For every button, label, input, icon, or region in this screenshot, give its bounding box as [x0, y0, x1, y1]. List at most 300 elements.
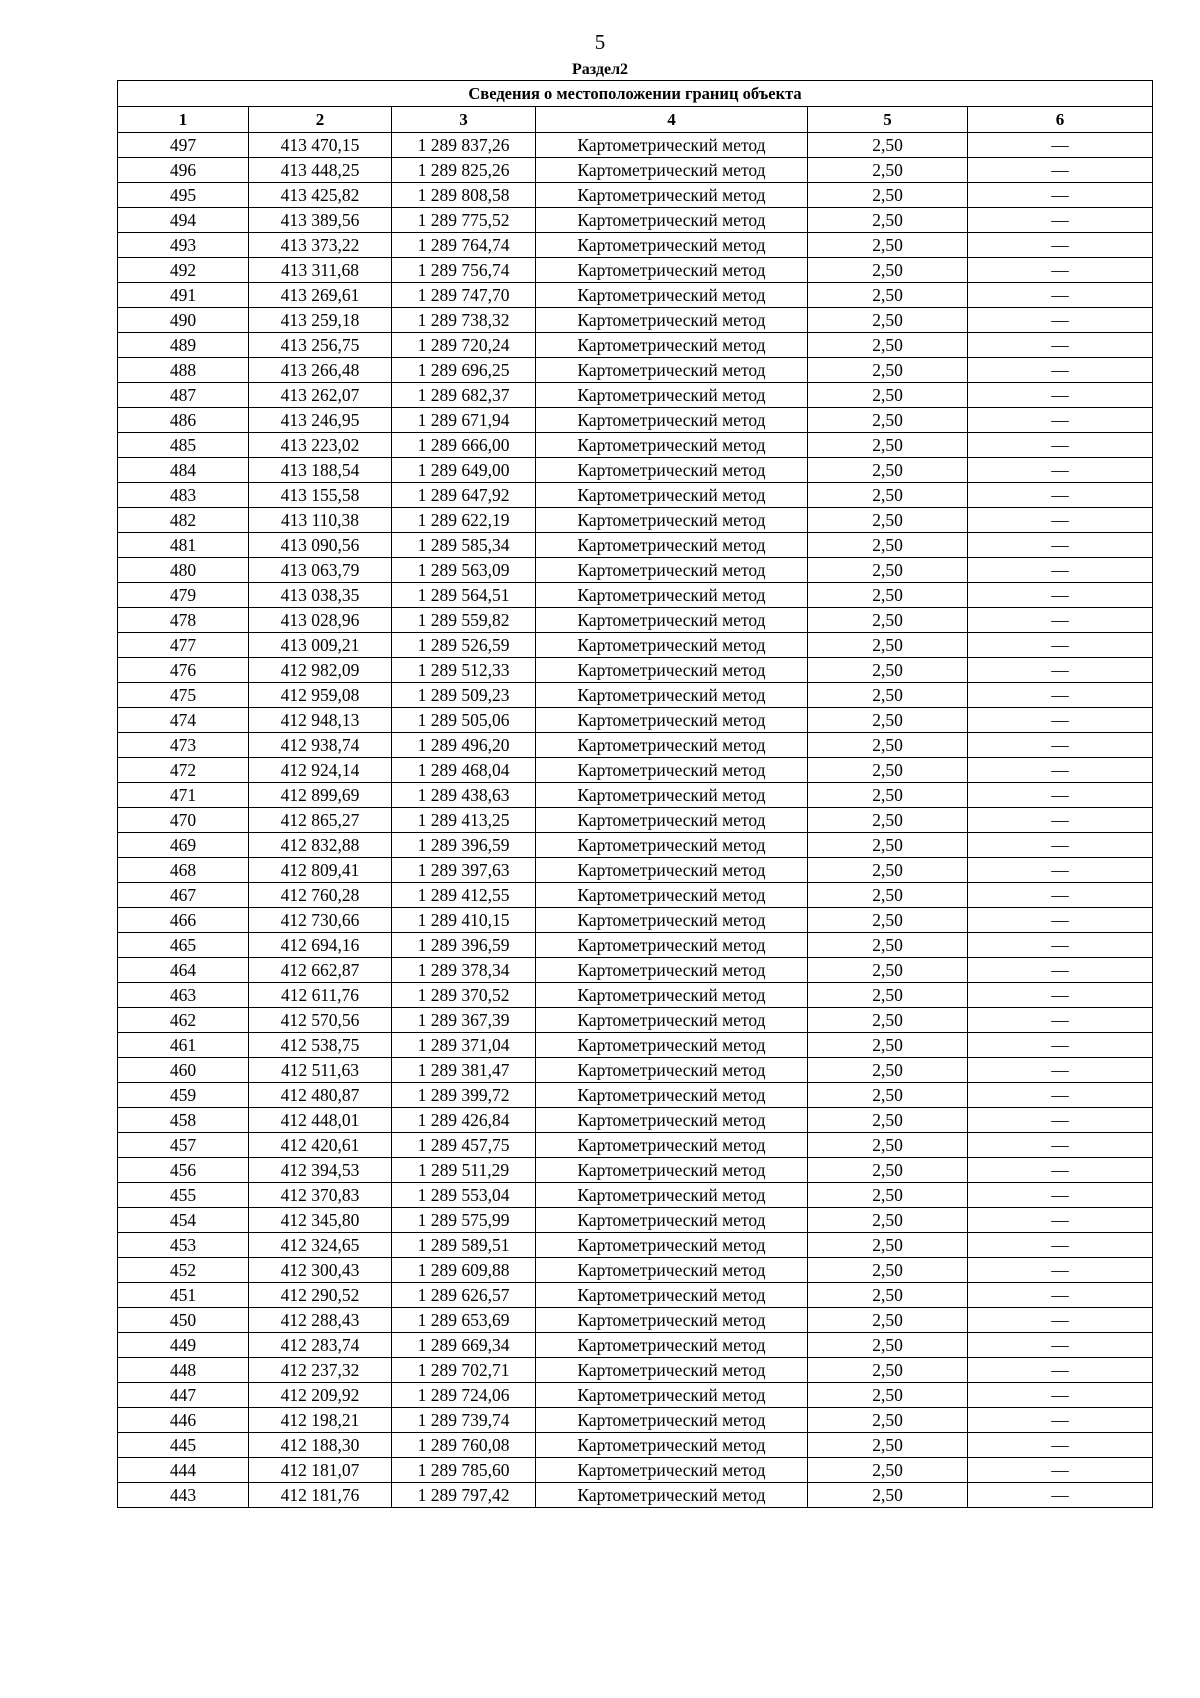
x-coordinate-cell: 413 038,35 [249, 583, 392, 608]
y-coordinate-cell: 1 289 682,37 [392, 383, 536, 408]
accuracy-cell: 2,50 [808, 308, 968, 333]
method-cell: Картометрический метод [536, 508, 808, 533]
description-cell: — [968, 333, 1153, 358]
table-row [118, 308, 1153, 333]
point-number-cell: 444 [118, 1458, 249, 1483]
y-coordinate-cell: 1 289 367,39 [392, 1008, 536, 1033]
table-row [118, 658, 1153, 683]
table-row [118, 983, 1153, 1008]
point-number-cell: 454 [118, 1208, 249, 1233]
x-coordinate-cell: 412 480,87 [249, 1083, 392, 1108]
method-cell: Картометрический метод [536, 633, 808, 658]
method-cell: Картометрический метод [536, 233, 808, 258]
point-number-cell: 449 [118, 1333, 249, 1358]
point-number-cell: 465 [118, 933, 249, 958]
coordinates-table [117, 80, 1153, 1508]
accuracy-cell: 2,50 [808, 1483, 968, 1508]
table-row [118, 283, 1153, 308]
x-coordinate-cell: 412 809,41 [249, 858, 392, 883]
x-coordinate-cell: 412 938,74 [249, 733, 392, 758]
table-row [118, 1083, 1153, 1108]
table-row [118, 433, 1153, 458]
description-cell: — [968, 783, 1153, 808]
method-cell: Картометрический метод [536, 808, 808, 833]
column-header: 4 [536, 107, 808, 133]
description-cell: — [968, 208, 1153, 233]
column-header: 2 [249, 107, 392, 133]
table-row [118, 583, 1153, 608]
accuracy-cell: 2,50 [808, 1308, 968, 1333]
y-coordinate-cell: 1 289 396,59 [392, 833, 536, 858]
x-coordinate-cell: 412 181,76 [249, 1483, 392, 1508]
x-coordinate-cell: 413 188,54 [249, 458, 392, 483]
x-coordinate-cell: 413 269,61 [249, 283, 392, 308]
method-cell: Картометрический метод [536, 1308, 808, 1333]
point-number-cell: 456 [118, 1158, 249, 1183]
y-coordinate-cell: 1 289 626,57 [392, 1283, 536, 1308]
x-coordinate-cell: 413 262,07 [249, 383, 392, 408]
accuracy-cell: 2,50 [808, 1383, 968, 1408]
table-row [118, 558, 1153, 583]
x-coordinate-cell: 412 662,87 [249, 958, 392, 983]
description-cell: — [968, 1383, 1153, 1408]
column-header: 1 [118, 107, 249, 133]
description-cell: — [968, 233, 1153, 258]
y-coordinate-cell: 1 289 702,71 [392, 1358, 536, 1383]
method-cell: Картометрический метод [536, 908, 808, 933]
method-cell: Картометрический метод [536, 783, 808, 808]
method-cell: Картометрический метод [536, 1183, 808, 1208]
method-cell: Картометрический метод [536, 533, 808, 558]
table-row [118, 733, 1153, 758]
y-coordinate-cell: 1 289 785,60 [392, 1458, 536, 1483]
point-number-cell: 463 [118, 983, 249, 1008]
description-cell: — [968, 1058, 1153, 1083]
y-coordinate-cell: 1 289 585,34 [392, 533, 536, 558]
method-cell: Картометрический метод [536, 433, 808, 458]
method-cell: Картометрический метод [536, 133, 808, 158]
x-coordinate-cell: 412 370,83 [249, 1183, 392, 1208]
description-cell: — [968, 1133, 1153, 1158]
accuracy-cell: 2,50 [808, 558, 968, 583]
x-coordinate-cell: 413 028,96 [249, 608, 392, 633]
x-coordinate-cell: 413 063,79 [249, 558, 392, 583]
point-number-cell: 481 [118, 533, 249, 558]
description-cell: — [968, 683, 1153, 708]
description-cell: — [968, 133, 1153, 158]
accuracy-cell: 2,50 [808, 808, 968, 833]
accuracy-cell: 2,50 [808, 658, 968, 683]
point-number-cell: 455 [118, 1183, 249, 1208]
table-row [118, 1008, 1153, 1033]
y-coordinate-cell: 1 289 412,55 [392, 883, 536, 908]
description-cell: — [968, 1358, 1153, 1383]
table-row [118, 1458, 1153, 1483]
point-number-cell: 471 [118, 783, 249, 808]
point-number-cell: 496 [118, 158, 249, 183]
table-row [118, 408, 1153, 433]
description-cell: — [968, 958, 1153, 983]
method-cell: Картометрический метод [536, 1258, 808, 1283]
accuracy-cell: 2,50 [808, 1033, 968, 1058]
method-cell: Картометрический метод [536, 1158, 808, 1183]
y-coordinate-cell: 1 289 724,06 [392, 1383, 536, 1408]
method-cell: Картометрический метод [536, 958, 808, 983]
x-coordinate-cell: 413 223,02 [249, 433, 392, 458]
point-number-cell: 489 [118, 333, 249, 358]
section-title: Раздел2 [571, 61, 629, 78]
y-coordinate-cell: 1 289 797,42 [392, 1483, 536, 1508]
method-cell: Картометрический метод [536, 933, 808, 958]
table-row [118, 183, 1153, 208]
description-cell: — [968, 1408, 1153, 1433]
table-caption: Сведения о местоположении границ объекта [118, 81, 1153, 107]
table-row [118, 508, 1153, 533]
description-cell: — [968, 883, 1153, 908]
y-coordinate-cell: 1 289 808,58 [392, 183, 536, 208]
description-cell: — [968, 1308, 1153, 1333]
method-cell: Картометрический метод [536, 1483, 808, 1508]
y-coordinate-cell: 1 289 505,06 [392, 708, 536, 733]
x-coordinate-cell: 413 110,38 [249, 508, 392, 533]
x-coordinate-cell: 413 266,48 [249, 358, 392, 383]
table-row [118, 1033, 1153, 1058]
method-cell: Картометрический метод [536, 708, 808, 733]
point-number-cell: 461 [118, 1033, 249, 1058]
point-number-cell: 466 [118, 908, 249, 933]
x-coordinate-cell: 412 611,76 [249, 983, 392, 1008]
point-number-cell: 480 [118, 558, 249, 583]
description-cell: — [968, 183, 1153, 208]
table-row [118, 908, 1153, 933]
description-cell: — [968, 908, 1153, 933]
method-cell: Картометрический метод [536, 833, 808, 858]
x-coordinate-cell: 412 899,69 [249, 783, 392, 808]
y-coordinate-cell: 1 289 775,52 [392, 208, 536, 233]
table-row [118, 1358, 1153, 1383]
x-coordinate-cell: 412 394,53 [249, 1158, 392, 1183]
accuracy-cell: 2,50 [808, 233, 968, 258]
table-row [118, 458, 1153, 483]
y-coordinate-cell: 1 289 396,59 [392, 933, 536, 958]
column-header: 6 [968, 107, 1153, 133]
description-cell: — [968, 308, 1153, 333]
method-cell: Картометрический метод [536, 358, 808, 383]
y-coordinate-cell: 1 289 825,26 [392, 158, 536, 183]
y-coordinate-cell: 1 289 381,47 [392, 1058, 536, 1083]
x-coordinate-cell: 413 090,56 [249, 533, 392, 558]
method-cell: Картометрический метод [536, 983, 808, 1008]
x-coordinate-cell: 413 009,21 [249, 633, 392, 658]
accuracy-cell: 2,50 [808, 1158, 968, 1183]
point-number-cell: 492 [118, 258, 249, 283]
x-coordinate-cell: 412 730,66 [249, 908, 392, 933]
accuracy-cell: 2,50 [808, 1058, 968, 1083]
column-header: 3 [392, 107, 536, 133]
method-cell: Картометрический метод [536, 383, 808, 408]
method-cell: Картометрический метод [536, 1283, 808, 1308]
accuracy-cell: 2,50 [808, 783, 968, 808]
x-coordinate-cell: 412 982,09 [249, 658, 392, 683]
accuracy-cell: 2,50 [808, 1233, 968, 1258]
table-row [118, 1408, 1153, 1433]
description-cell: — [968, 708, 1153, 733]
x-coordinate-cell: 412 924,14 [249, 758, 392, 783]
method-cell: Картометрический метод [536, 1408, 808, 1433]
method-cell: Картометрический метод [536, 883, 808, 908]
accuracy-cell: 2,50 [808, 683, 968, 708]
method-cell: Картометрический метод [536, 458, 808, 483]
x-coordinate-cell: 412 760,28 [249, 883, 392, 908]
point-number-cell: 448 [118, 1358, 249, 1383]
point-number-cell: 469 [118, 833, 249, 858]
y-coordinate-cell: 1 289 526,59 [392, 633, 536, 658]
table-row [118, 608, 1153, 633]
description-cell: — [968, 258, 1153, 283]
accuracy-cell: 2,50 [808, 933, 968, 958]
method-cell: Картометрический метод [536, 858, 808, 883]
y-coordinate-cell: 1 289 653,69 [392, 1308, 536, 1333]
method-cell: Картометрический метод [536, 333, 808, 358]
table-row [118, 1433, 1153, 1458]
method-cell: Картометрический метод [536, 758, 808, 783]
description-cell: — [968, 533, 1153, 558]
x-coordinate-cell: 412 420,61 [249, 1133, 392, 1158]
y-coordinate-cell: 1 289 756,74 [392, 258, 536, 283]
table-row [118, 1133, 1153, 1158]
table-row [118, 683, 1153, 708]
description-cell: — [968, 433, 1153, 458]
point-number-cell: 451 [118, 1283, 249, 1308]
accuracy-cell: 2,50 [808, 1133, 968, 1158]
y-coordinate-cell: 1 289 512,33 [392, 658, 536, 683]
x-coordinate-cell: 412 538,75 [249, 1033, 392, 1058]
point-number-cell: 473 [118, 733, 249, 758]
table-header-row [118, 107, 1153, 133]
description-cell: — [968, 1033, 1153, 1058]
accuracy-cell: 2,50 [808, 258, 968, 283]
x-coordinate-cell: 413 470,15 [249, 133, 392, 158]
x-coordinate-cell: 412 288,43 [249, 1308, 392, 1333]
accuracy-cell: 2,50 [808, 1183, 968, 1208]
point-number-cell: 494 [118, 208, 249, 233]
accuracy-cell: 2,50 [808, 708, 968, 733]
y-coordinate-cell: 1 289 647,92 [392, 483, 536, 508]
x-coordinate-cell: 412 345,80 [249, 1208, 392, 1233]
y-coordinate-cell: 1 289 649,00 [392, 458, 536, 483]
point-number-cell: 453 [118, 1233, 249, 1258]
accuracy-cell: 2,50 [808, 183, 968, 208]
description-cell: — [968, 808, 1153, 833]
y-coordinate-cell: 1 289 696,25 [392, 358, 536, 383]
description-cell: — [968, 1008, 1153, 1033]
method-cell: Картометрический метод [536, 408, 808, 433]
y-coordinate-cell: 1 289 410,15 [392, 908, 536, 933]
table-row [118, 808, 1153, 833]
y-coordinate-cell: 1 289 760,08 [392, 1433, 536, 1458]
point-number-cell: 491 [118, 283, 249, 308]
accuracy-cell: 2,50 [808, 958, 968, 983]
point-number-cell: 482 [118, 508, 249, 533]
x-coordinate-cell: 413 246,95 [249, 408, 392, 433]
description-cell: — [968, 1183, 1153, 1208]
accuracy-cell: 2,50 [808, 533, 968, 558]
description-cell: — [968, 558, 1153, 583]
table-row [118, 233, 1153, 258]
table-row [118, 533, 1153, 558]
accuracy-cell: 2,50 [808, 133, 968, 158]
description-cell: — [968, 358, 1153, 383]
x-coordinate-cell: 412 300,43 [249, 1258, 392, 1283]
accuracy-cell: 2,50 [808, 208, 968, 233]
y-coordinate-cell: 1 289 609,88 [392, 1258, 536, 1283]
method-cell: Картометрический метод [536, 1033, 808, 1058]
accuracy-cell: 2,50 [808, 608, 968, 633]
point-number-cell: 493 [118, 233, 249, 258]
x-coordinate-cell: 413 373,22 [249, 233, 392, 258]
x-coordinate-cell: 413 259,18 [249, 308, 392, 333]
x-coordinate-cell: 412 209,92 [249, 1383, 392, 1408]
table-row [118, 208, 1153, 233]
table-row [118, 258, 1153, 283]
table-row [118, 1483, 1153, 1508]
point-number-cell: 475 [118, 683, 249, 708]
description-cell: — [968, 383, 1153, 408]
x-coordinate-cell: 412 188,30 [249, 1433, 392, 1458]
accuracy-cell: 2,50 [808, 433, 968, 458]
x-coordinate-cell: 413 155,58 [249, 483, 392, 508]
accuracy-cell: 2,50 [808, 283, 968, 308]
x-coordinate-cell: 412 290,52 [249, 1283, 392, 1308]
point-number-cell: 472 [118, 758, 249, 783]
method-cell: Картометрический метод [536, 208, 808, 233]
method-cell: Картометрический метод [536, 1108, 808, 1133]
point-number-cell: 443 [118, 1483, 249, 1508]
method-cell: Картометрический метод [536, 1008, 808, 1033]
y-coordinate-cell: 1 289 468,04 [392, 758, 536, 783]
x-coordinate-cell: 412 694,16 [249, 933, 392, 958]
description-cell: — [968, 1283, 1153, 1308]
description-cell: — [968, 608, 1153, 633]
accuracy-cell: 2,50 [808, 408, 968, 433]
y-coordinate-cell: 1 289 564,51 [392, 583, 536, 608]
accuracy-cell: 2,50 [808, 1258, 968, 1283]
y-coordinate-cell: 1 289 559,82 [392, 608, 536, 633]
x-coordinate-cell: 412 283,74 [249, 1333, 392, 1358]
accuracy-cell: 2,50 [808, 1358, 968, 1383]
point-number-cell: 487 [118, 383, 249, 408]
point-number-cell: 460 [118, 1058, 249, 1083]
point-number-cell: 450 [118, 1308, 249, 1333]
y-coordinate-cell: 1 289 426,84 [392, 1108, 536, 1133]
accuracy-cell: 2,50 [808, 158, 968, 183]
y-coordinate-cell: 1 289 764,74 [392, 233, 536, 258]
point-number-cell: 452 [118, 1258, 249, 1283]
y-coordinate-cell: 1 289 747,70 [392, 283, 536, 308]
table-row [118, 958, 1153, 983]
y-coordinate-cell: 1 289 589,51 [392, 1233, 536, 1258]
table-row [118, 1208, 1153, 1233]
x-coordinate-cell: 412 181,07 [249, 1458, 392, 1483]
description-cell: — [968, 158, 1153, 183]
x-coordinate-cell: 412 511,63 [249, 1058, 392, 1083]
table-row [118, 783, 1153, 808]
point-number-cell: 446 [118, 1408, 249, 1433]
accuracy-cell: 2,50 [808, 333, 968, 358]
table-row [118, 1333, 1153, 1358]
accuracy-cell: 2,50 [808, 883, 968, 908]
accuracy-cell: 2,50 [808, 1283, 968, 1308]
description-cell: — [968, 458, 1153, 483]
description-cell: — [968, 833, 1153, 858]
y-coordinate-cell: 1 289 378,34 [392, 958, 536, 983]
point-number-cell: 457 [118, 1133, 249, 1158]
x-coordinate-cell: 413 425,82 [249, 183, 392, 208]
accuracy-cell: 2,50 [808, 983, 968, 1008]
table-body [118, 133, 1153, 1508]
method-cell: Картометрический метод [536, 1083, 808, 1108]
description-cell: — [968, 1233, 1153, 1258]
method-cell: Картометрический метод [536, 658, 808, 683]
table-row [118, 1283, 1153, 1308]
point-number-cell: 488 [118, 358, 249, 383]
method-cell: Картометрический метод [536, 1433, 808, 1458]
y-coordinate-cell: 1 289 509,23 [392, 683, 536, 708]
accuracy-cell: 2,50 [808, 483, 968, 508]
y-coordinate-cell: 1 289 575,99 [392, 1208, 536, 1233]
table-row [118, 133, 1153, 158]
y-coordinate-cell: 1 289 370,52 [392, 983, 536, 1008]
method-cell: Картометрический метод [536, 683, 808, 708]
table-row [118, 358, 1153, 383]
method-cell: Картометрический метод [536, 258, 808, 283]
point-number-cell: 497 [118, 133, 249, 158]
table-row [118, 1258, 1153, 1283]
accuracy-cell: 2,50 [808, 1433, 968, 1458]
table-row [118, 933, 1153, 958]
point-number-cell: 445 [118, 1433, 249, 1458]
method-cell: Картометрический метод [536, 1058, 808, 1083]
y-coordinate-cell: 1 289 457,75 [392, 1133, 536, 1158]
method-cell: Картометрический метод [536, 608, 808, 633]
point-number-cell: 490 [118, 308, 249, 333]
accuracy-cell: 2,50 [808, 508, 968, 533]
table-row [118, 158, 1153, 183]
table-row [118, 833, 1153, 858]
accuracy-cell: 2,50 [808, 1108, 968, 1133]
page-number: 5 [594, 30, 606, 54]
accuracy-cell: 2,50 [808, 583, 968, 608]
y-coordinate-cell: 1 289 371,04 [392, 1033, 536, 1058]
table-row [118, 1183, 1153, 1208]
column-header: 5 [808, 107, 968, 133]
accuracy-cell: 2,50 [808, 1458, 968, 1483]
x-coordinate-cell: 413 256,75 [249, 333, 392, 358]
method-cell: Картометрический метод [536, 308, 808, 333]
point-number-cell: 486 [118, 408, 249, 433]
description-cell: — [968, 1083, 1153, 1108]
table-row [118, 758, 1153, 783]
method-cell: Картометрический метод [536, 483, 808, 508]
x-coordinate-cell: 413 389,56 [249, 208, 392, 233]
accuracy-cell: 2,50 [808, 1408, 968, 1433]
point-number-cell: 462 [118, 1008, 249, 1033]
y-coordinate-cell: 1 289 720,24 [392, 333, 536, 358]
x-coordinate-cell: 412 198,21 [249, 1408, 392, 1433]
description-cell: — [968, 1333, 1153, 1358]
method-cell: Картометрический метод [536, 1383, 808, 1408]
y-coordinate-cell: 1 289 738,32 [392, 308, 536, 333]
